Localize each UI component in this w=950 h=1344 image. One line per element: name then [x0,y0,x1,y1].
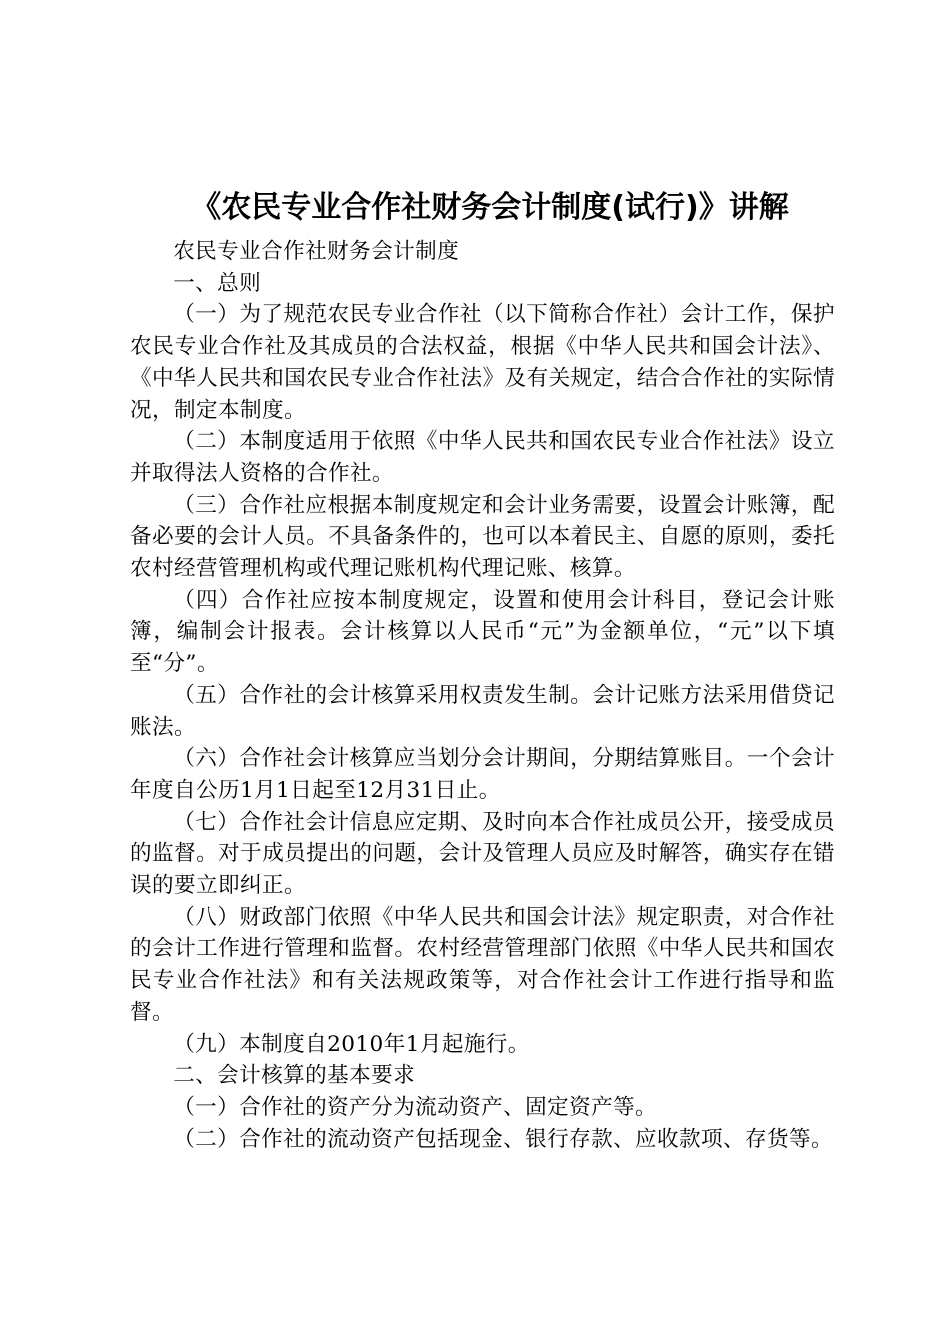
paragraph: （一）合作社的资产分为流动资产、固定资产等。 [173,1094,658,1120]
paragraph: （四）合作社应按本制度规定，设置和使用会计科目，登记会计账簿，编制会计报表。会计核算以人民币“元”为金额单位，“元”以下填至“分”。 [130,587,835,677]
paragraph: （五）合作社的会计核算采用权责发生制。会计记账方法采用借贷记账法。 [130,682,835,740]
section-heading-accounting: 二、会计核算的基本要求 [173,1063,416,1089]
paragraph: （二）本制度适用于依照《中华人民共和国农民专业合作社法》设立并取得法人资格的合作社。 [130,429,835,486]
section-heading-general: 一、总则 [173,270,262,296]
paragraph: （二）合作社的流动资产包括现金、银行存款、应收款项、存货等。 [173,1126,834,1152]
document-body [130,236,835,1155]
paragraph: （九）本制度自2010年1月起施行。 [173,1031,530,1057]
document-title: 《农民专业合作社财务会计制度(试行)》讲解 [191,190,789,225]
paragraph: （三）合作社应根据本制度规定和会计业务需要，设置会计账簿，配备必要的会计人员。不具备条件的，也可以本着民主、自愿的原则，委托农村经营管理机构或代理记账机构代理记账、核算。 [130,492,835,582]
paragraph: （一）为了规范农民专业合作社（以下简称合作社）会计工作，保护农民专业合作社及其成员的合法权益，根据《中华人民共和国会计法》、《中华人民共和国农民专业合作社法》及有关规定，结合合作社的实际情况，制定本制度。 [130,302,835,423]
paragraph: （八）财政部门依照《中华人民共和国会计法》规定职责，对合作社的会计工作进行管理和监督。农村经营管理部门依照《中华人民共和国农民专业合作社法》和有关法规政策等，对合作社会计工作进行指导和监督。 [130,904,835,1025]
paragraph: （六）合作社会计核算应当划分会计期间，分期结算账目。一个会计年度自公历1月1日起至12月31日止。 [130,746,835,803]
paragraph: （七）合作社会计信息应定期、及时向本合作社成员公开，接受成员的监督。对于成员提出的问题，会计及管理人员应及时解答，确实存在错误的要立即纠正。 [130,809,835,899]
paragraph-subtitle: 农民专业合作社财务会计制度 [173,239,460,264]
